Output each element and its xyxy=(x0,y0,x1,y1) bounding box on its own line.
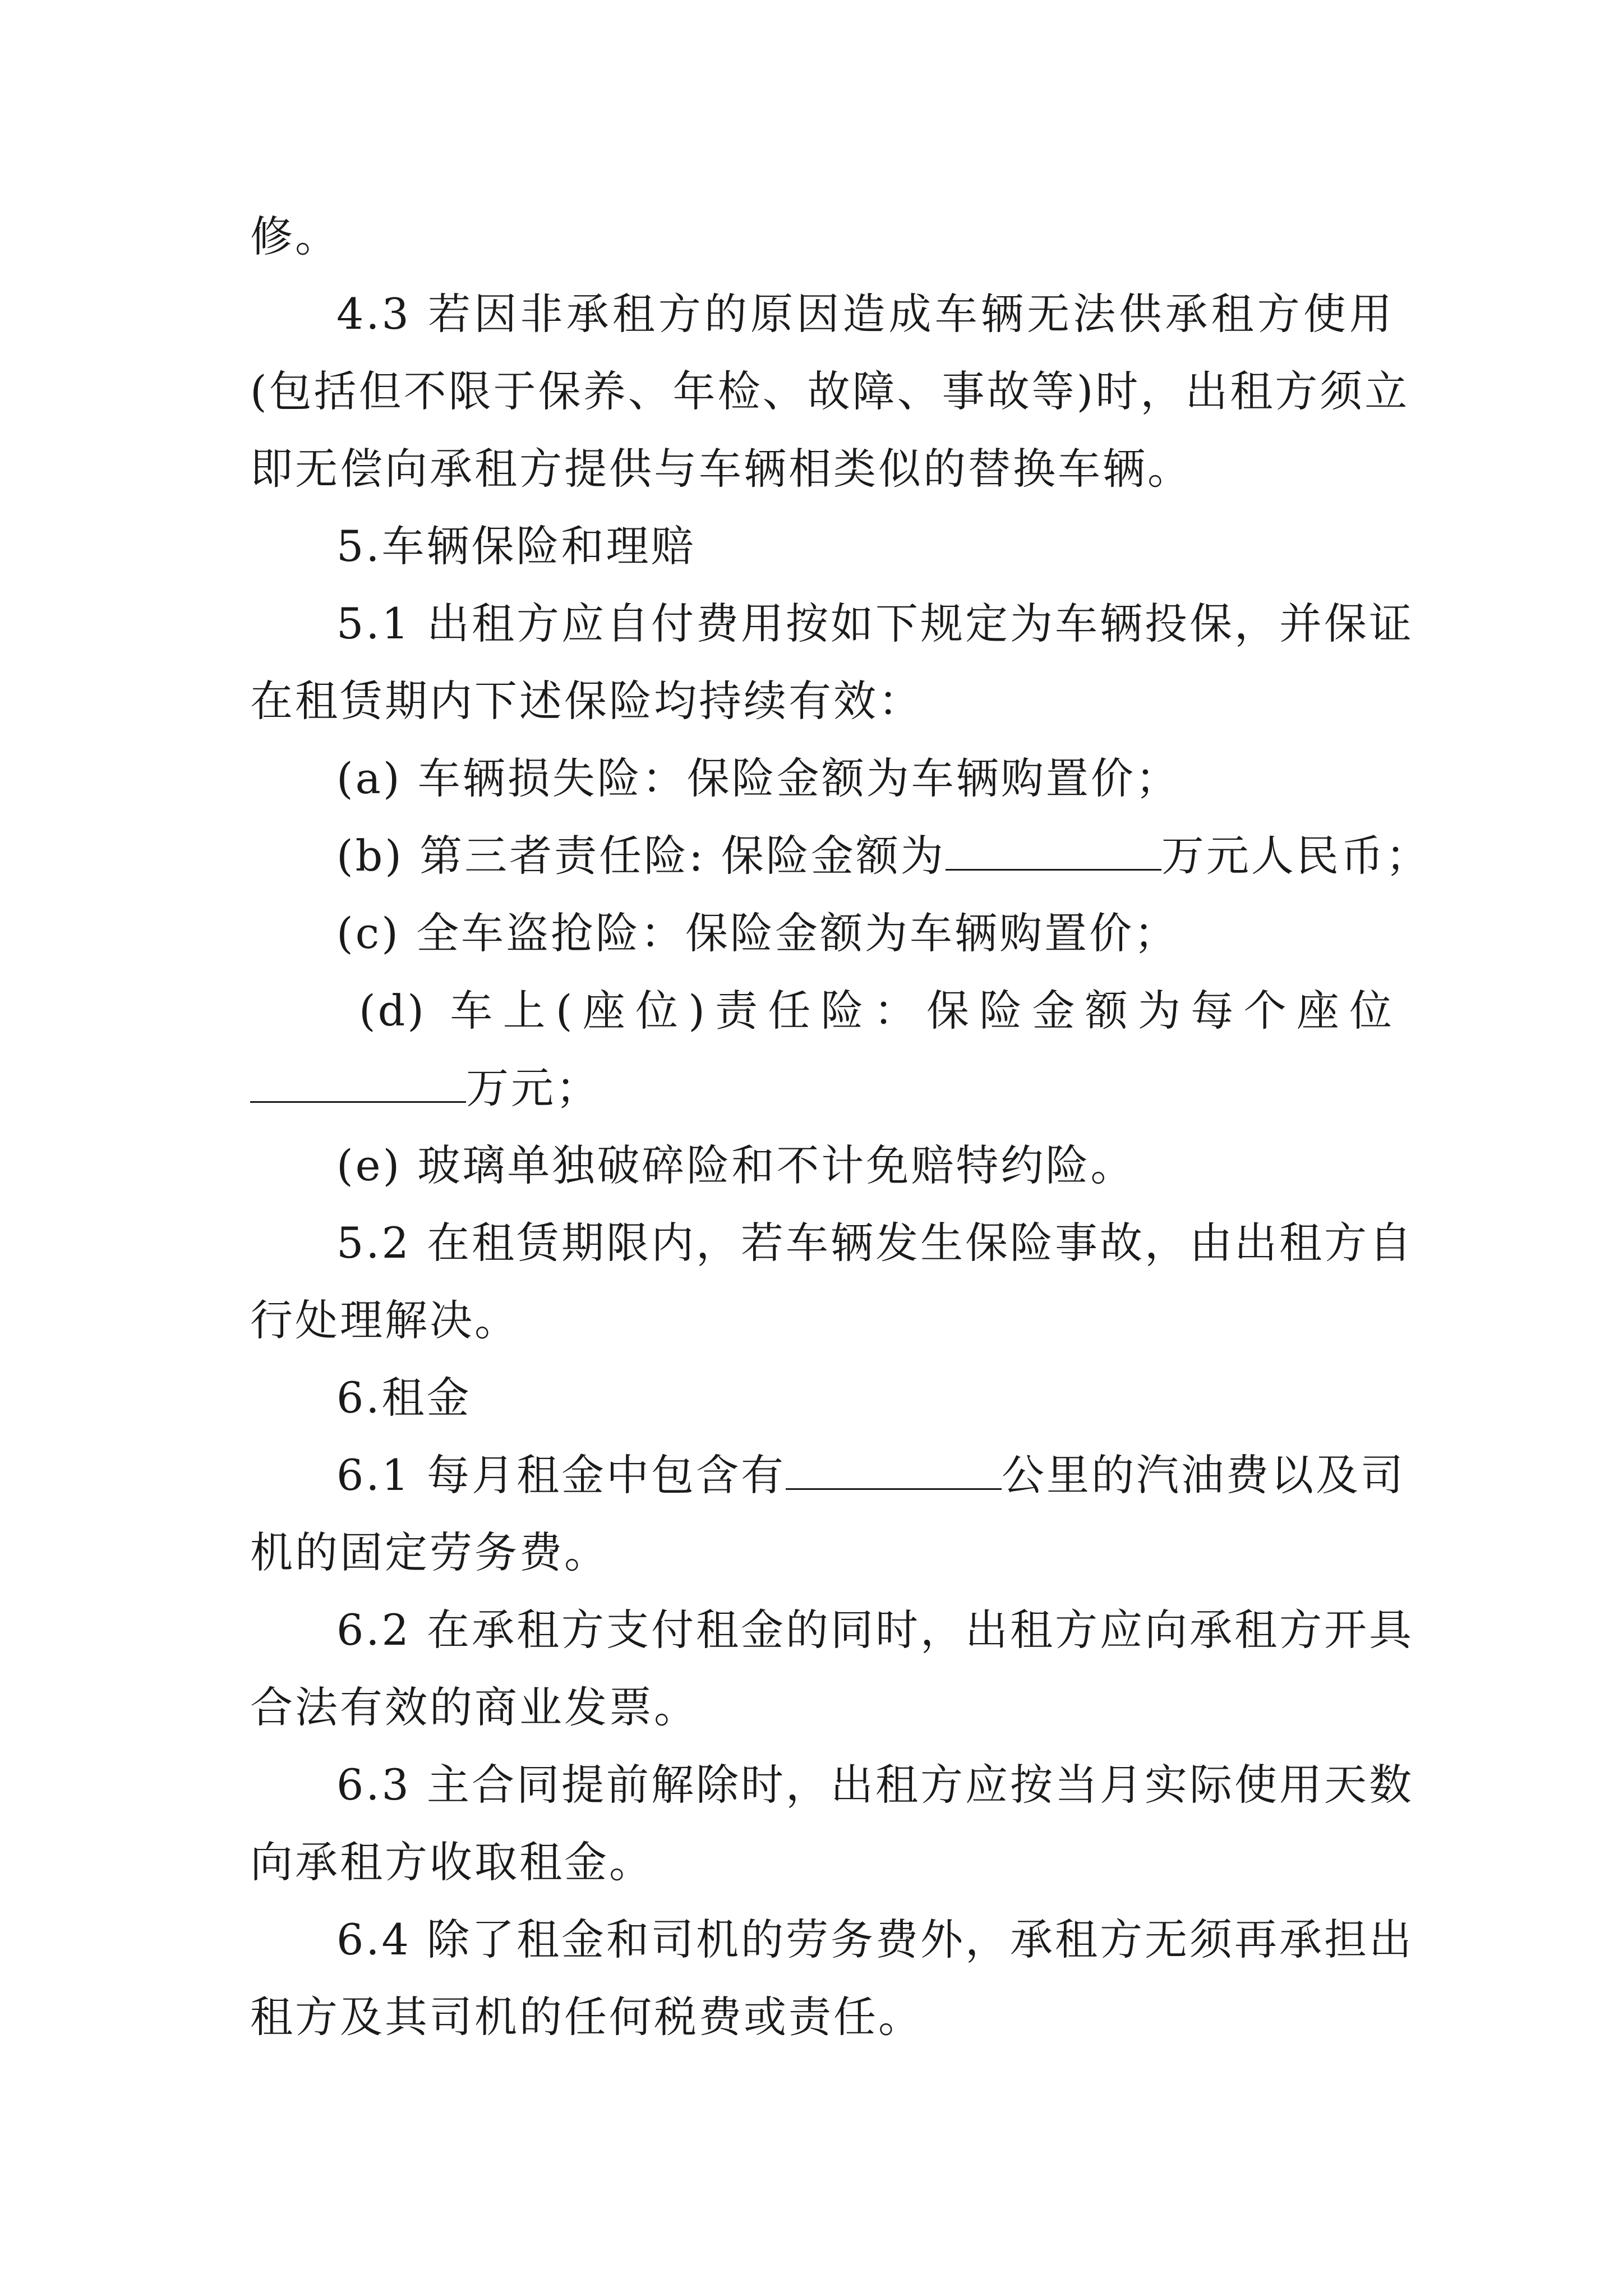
clause-6-3-line-1 xyxy=(336,1757,1414,1813)
line-text: 5.1 出租方应自付费用按如下规定为车辆投保，并保证 xyxy=(336,599,1414,648)
clause-6-1-line-1 xyxy=(336,1447,1406,1503)
line-text: (e) 玻璃单独破碎险和不计免赔特约险。 xyxy=(336,1140,1136,1190)
line-text: 万元人民币； xyxy=(1161,831,1431,881)
clause-6-4-line-2 xyxy=(250,1989,1394,2045)
line-text: 机的固定劳务费。 xyxy=(250,1527,609,1577)
fill-in-blank xyxy=(786,1448,1002,1490)
line-text: 6.3 主合同提前解除时，出租方应按当月实际使用天数 xyxy=(336,1760,1414,1810)
line-text: 向承租方收取租金。 xyxy=(250,1837,654,1887)
heading-text: 6.租金 xyxy=(336,1373,472,1423)
clause-6-4-line-1 xyxy=(336,1912,1414,1968)
item-a xyxy=(336,751,1394,807)
line-text: (c) 全车盗抢险：保险金额为车辆购置价； xyxy=(336,908,1179,958)
item-d-line-2 xyxy=(250,1060,1394,1116)
line-text: 6.4 除了租金和司机的劳务费外，承租方无须再承担出 xyxy=(336,1915,1414,1964)
section-6-heading xyxy=(336,1370,1394,1426)
clause-6-3-line-2 xyxy=(250,1834,1394,1890)
clause-6-2-line-1 xyxy=(336,1602,1414,1658)
line-text: (a) 车辆损失险：保险金额为车辆购置价； xyxy=(336,753,1181,803)
fill-in-blank xyxy=(946,829,1161,871)
line-text: 5.2 在租赁期限内，若车辆发生保险事故，由出租方自 xyxy=(336,1218,1414,1268)
line-text: 修。 xyxy=(250,211,340,261)
clause-5-2-line-1 xyxy=(336,1215,1414,1271)
clause-4-3-line-2 xyxy=(250,364,1410,420)
clause-6-1-line-2 xyxy=(250,1525,1394,1581)
clause-4-3-line-1 xyxy=(336,286,1394,342)
clause-5-1-line-2 xyxy=(250,673,1394,729)
line-text: (d) 车上(座位)责任险：保险金额为每个座位 xyxy=(359,986,1394,1036)
clause-6-2-line-2 xyxy=(250,1680,1394,1736)
heading-text: 5.车辆保险和理赔 xyxy=(336,521,696,571)
clause-4-3-line-3 xyxy=(250,441,1394,497)
line-text: 4.3 若因非承租方的原因造成车辆无法供承租方使用 xyxy=(336,289,1394,339)
line-text: 行处理解决。 xyxy=(250,1295,519,1345)
line-text: 合法有效的商业发票。 xyxy=(250,1682,699,1732)
line-text: (包括但不限于保养、年检、故障、事故等)时，出租方须立 xyxy=(250,366,1410,416)
line-text: 公里的汽油费以及司 xyxy=(1002,1450,1406,1500)
item-e xyxy=(336,1138,1394,1194)
line-text: 6.2 在承租方支付租金的同时，出租方应向承租方开具 xyxy=(336,1605,1414,1655)
line-text: 租方及其司机的任何税费或责任。 xyxy=(250,1992,923,2042)
item-b xyxy=(336,828,1431,884)
clause-5-2-line-2 xyxy=(250,1292,1394,1349)
line-text: 6.1 每月租金中包含有 xyxy=(336,1450,786,1500)
clause-5-1-line-1 xyxy=(336,596,1414,652)
fill-in-blank xyxy=(250,1061,466,1103)
section-5-heading xyxy=(336,518,1394,574)
item-c xyxy=(336,905,1394,961)
line-text: 即无偿向承租方提供与车辆相类似的替换车辆。 xyxy=(250,444,1192,494)
line-text: (b) 第三者责任险: 保险金额为 xyxy=(336,831,946,881)
line-text: 在租赁期内下述保险均持续有效： xyxy=(250,676,923,726)
item-d-line-1 xyxy=(359,983,1394,1039)
line-text: 万元； xyxy=(466,1063,601,1113)
text-line xyxy=(250,209,1394,265)
